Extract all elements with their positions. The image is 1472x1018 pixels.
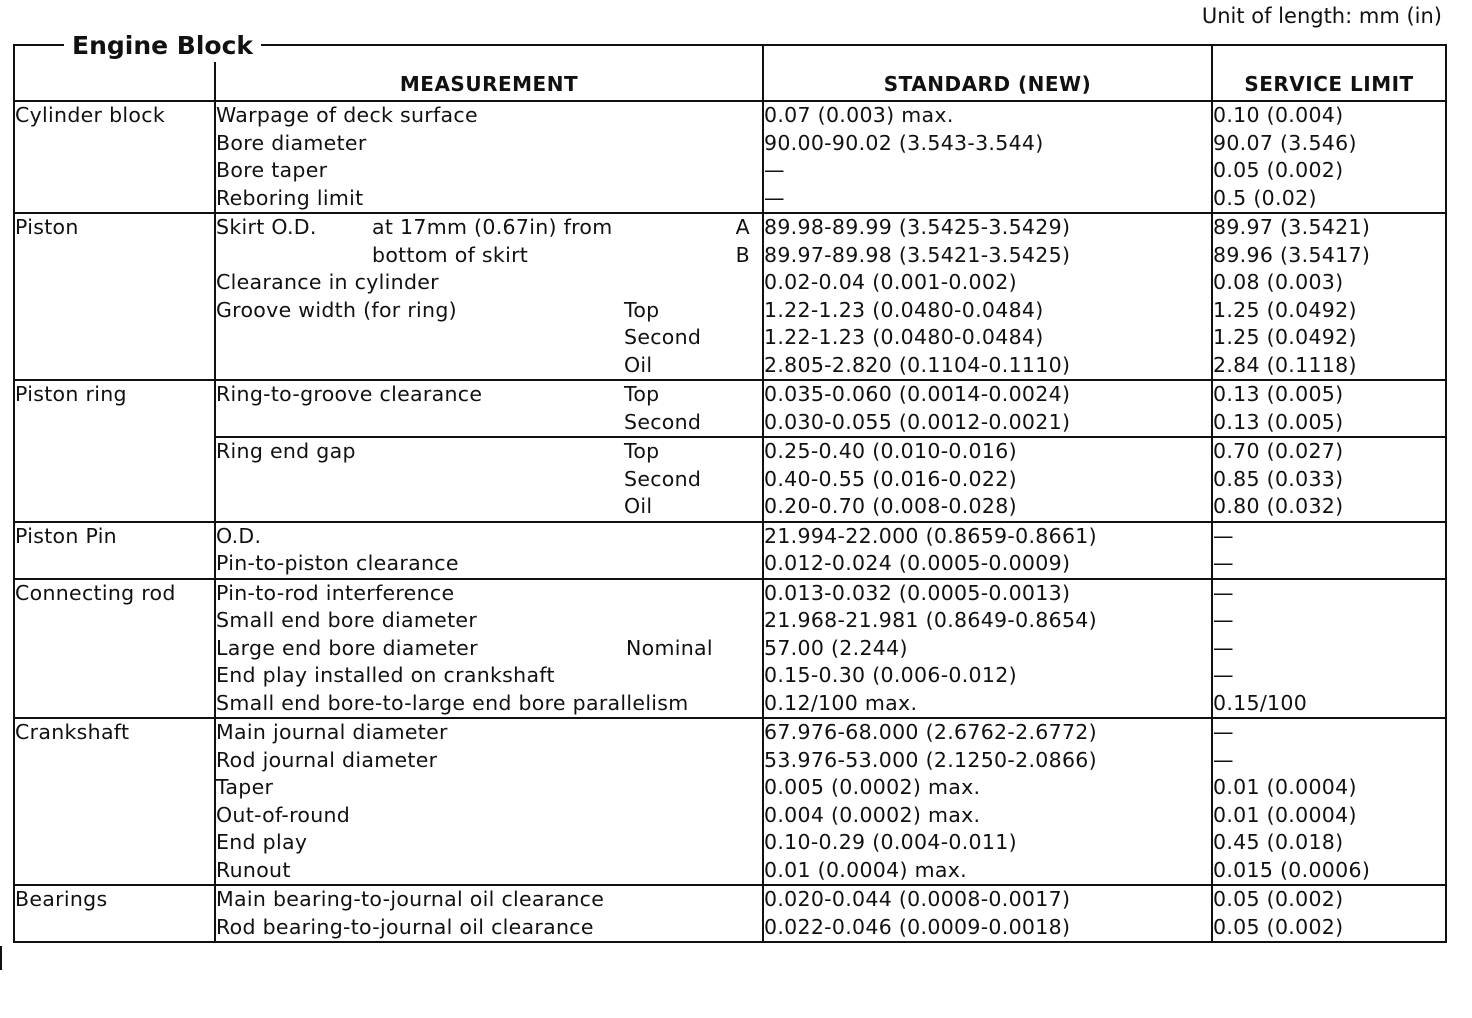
standard-value: 0.020-0.044 (0.0008-0.0017) bbox=[764, 887, 1071, 911]
limit-value: 0.05 (0.002) bbox=[1213, 158, 1344, 182]
skirt-position: at 17mm (0.67in) from bbox=[372, 215, 613, 239]
limit-value: 0.05 (0.002) bbox=[1213, 887, 1344, 911]
standard-cell bbox=[763, 885, 1212, 942]
standard-value: 0.005 (0.0002) max. bbox=[764, 775, 981, 799]
measurement-label: Ring end gap Top bbox=[216, 438, 762, 466]
limit-cell bbox=[1212, 213, 1446, 380]
margin-mark bbox=[0, 946, 2, 970]
standard-value: 89.97-89.98 (3.5421-3.5425) bbox=[764, 242, 1071, 267]
ring-position: Second bbox=[624, 409, 702, 434]
skirt-position: bottom of skirt bbox=[372, 242, 529, 267]
standard-value: 0.40-0.55 (0.016-0.022) bbox=[764, 466, 1017, 491]
standard-cell bbox=[763, 101, 1212, 213]
standard-cell bbox=[763, 718, 1212, 885]
standard-value: 0.20-0.70 (0.008-0.028) bbox=[764, 494, 1017, 518]
measurement-cell bbox=[215, 885, 763, 942]
ring-position: Top bbox=[624, 382, 660, 406]
component-connecting-rod: Connecting rod bbox=[14, 579, 215, 719]
measurement-cell bbox=[215, 213, 763, 380]
header-measurement: MEASUREMENT bbox=[215, 45, 763, 101]
limit-cell bbox=[1212, 101, 1446, 213]
limit-value: 0.15/100 bbox=[1213, 690, 1308, 715]
limit-value: — bbox=[1213, 747, 1234, 772]
measurement-label bbox=[216, 242, 762, 270]
component-bearings: Bearings bbox=[14, 885, 215, 942]
row-piston bbox=[14, 213, 1446, 380]
measurement-cell bbox=[215, 437, 763, 522]
point-a: A bbox=[735, 215, 750, 239]
standard-value: 0.004 (0.0002) max. bbox=[764, 802, 981, 827]
standard-cell bbox=[763, 437, 1212, 522]
limit-value: 0.10 (0.004) bbox=[1213, 103, 1344, 127]
unit-note: Unit of length: mm (in) bbox=[1201, 4, 1442, 28]
standard-value: — bbox=[764, 158, 785, 182]
component-crankshaft: Crankshaft bbox=[14, 718, 215, 885]
measurement-label: Small end bore diameter bbox=[216, 608, 478, 632]
measurement-label: Runout bbox=[216, 857, 291, 882]
limit-value: 1.25 (0.0492) bbox=[1213, 325, 1357, 349]
limit-value: 0.13 (0.005) bbox=[1213, 382, 1344, 406]
standard-value: 53.976-53.000 (2.1250-2.0866) bbox=[764, 747, 1097, 772]
limit-value: 0.45 (0.018) bbox=[1213, 830, 1344, 854]
measurement-label: Rod journal diameter bbox=[216, 747, 438, 772]
measurement-cell bbox=[215, 718, 763, 885]
standard-cell bbox=[763, 380, 1212, 437]
measurement-label: Reboring limit bbox=[216, 185, 364, 210]
spec-table bbox=[13, 44, 1447, 943]
standard-value: 1.22-1.23 (0.0480-0.0484) bbox=[764, 325, 1044, 349]
standard-value: 90.00-90.02 (3.543-3.544) bbox=[764, 130, 1044, 155]
ring-position: Second bbox=[624, 466, 702, 491]
standard-value: 2.805-2.820 (0.1104-0.1110) bbox=[764, 352, 1071, 377]
measurement-label: Pin-to-rod interference bbox=[216, 580, 455, 605]
ring-position: Top bbox=[624, 297, 660, 322]
ring-position: Second bbox=[624, 325, 702, 349]
standard-value: 0.15-0.30 (0.006-0.012) bbox=[764, 663, 1017, 687]
limit-value: 90.07 (3.546) bbox=[1213, 130, 1357, 155]
measurement-label bbox=[216, 352, 762, 380]
limit-value: 0.05 (0.002) bbox=[1213, 914, 1344, 939]
standard-cell bbox=[763, 522, 1212, 579]
limit-value: 0.08 (0.003) bbox=[1213, 270, 1344, 294]
measurement-label: Groove width (for ring) Top bbox=[216, 297, 762, 325]
limit-value: 2.84 (0.1118) bbox=[1213, 352, 1357, 377]
measurement-label bbox=[216, 493, 762, 521]
standard-value: 0.12/100 max. bbox=[764, 690, 918, 715]
standard-value: 0.25-0.40 (0.010-0.016) bbox=[764, 439, 1017, 463]
measurement-label bbox=[216, 324, 762, 352]
limit-cell bbox=[1212, 718, 1446, 885]
measurement-label: O.D. bbox=[216, 523, 262, 548]
measurement-label: Main journal diameter bbox=[216, 720, 448, 744]
limit-cell bbox=[1212, 437, 1446, 522]
measurement-label: Bore diameter bbox=[216, 130, 367, 155]
row-crankshaft bbox=[14, 718, 1446, 885]
standard-value: — bbox=[764, 185, 785, 210]
measurement-label: Clearance in cylinder bbox=[216, 270, 439, 294]
measurement-label: Out-of-round bbox=[216, 802, 351, 827]
limit-value: 0.80 (0.032) bbox=[1213, 494, 1344, 518]
limit-cell bbox=[1212, 380, 1446, 437]
limit-value: 0.01 (0.0004) bbox=[1213, 775, 1357, 799]
measurement-label: End play installed on crankshaft bbox=[216, 663, 555, 687]
point-b: B bbox=[735, 242, 750, 267]
standard-value: 0.022-0.046 (0.0009-0.0018) bbox=[764, 914, 1071, 939]
measurement-cell bbox=[215, 101, 763, 213]
measurement-label: Rod bearing-to-journal oil clearance bbox=[216, 914, 594, 939]
standard-value: 21.994-22.000 (0.8659-0.8661) bbox=[764, 523, 1097, 548]
header-standard: STANDARD (NEW) bbox=[763, 45, 1212, 101]
limit-value: 0.5 (0.02) bbox=[1213, 185, 1317, 210]
measurement-label: Bore taper bbox=[216, 158, 328, 182]
measurement-label: Pin-to-piston clearance bbox=[216, 551, 459, 575]
limit-value: 89.96 (3.5417) bbox=[1213, 242, 1371, 267]
limit-value: 0.13 (0.005) bbox=[1213, 409, 1344, 434]
measurement-label: Ring-to-groove clearance Top bbox=[216, 381, 762, 409]
limit-value: — bbox=[1213, 580, 1234, 605]
limit-value: 0.85 (0.033) bbox=[1213, 466, 1344, 491]
ring-position: Oil bbox=[624, 494, 653, 518]
component-cylinder-block: Cylinder block bbox=[14, 101, 215, 213]
row-piston-pin bbox=[14, 522, 1446, 579]
limit-value: 89.97 (3.5421) bbox=[1213, 215, 1371, 239]
measurement-cell bbox=[215, 579, 763, 719]
standard-value: 0.012-0.024 (0.0005-0.0009) bbox=[764, 551, 1071, 575]
component-piston-pin: Piston Pin bbox=[14, 522, 215, 579]
standard-cell bbox=[763, 579, 1212, 719]
section-title: Engine Block bbox=[64, 30, 261, 62]
standard-value: 0.01 (0.0004) max. bbox=[764, 857, 967, 882]
limit-cell bbox=[1212, 579, 1446, 719]
measurement-label: Warpage of deck surface bbox=[216, 103, 478, 127]
header-service-limit: SERVICE LIMIT bbox=[1212, 45, 1446, 101]
limit-value: 0.70 (0.027) bbox=[1213, 439, 1344, 463]
standard-value: 0.02-0.04 (0.001-0.002) bbox=[764, 270, 1017, 294]
standard-cell bbox=[763, 213, 1212, 380]
standard-value: 1.22-1.23 (0.0480-0.0484) bbox=[764, 297, 1044, 322]
component-piston: Piston bbox=[14, 213, 215, 380]
measurement-label: Taper bbox=[216, 775, 274, 799]
measurement-label: Large end bore diameter Nominal bbox=[216, 635, 762, 663]
standard-value: 0.035-0.060 (0.0014-0.0024) bbox=[764, 382, 1071, 406]
row-cylinder-block bbox=[14, 101, 1446, 213]
measurement-label: Small end bore-to-large end bore parallelism bbox=[216, 690, 689, 715]
standard-value: 0.07 (0.003) max. bbox=[764, 103, 954, 127]
standard-value: 89.98-89.99 (3.5425-3.5429) bbox=[764, 215, 1071, 239]
measurement-label bbox=[216, 466, 762, 494]
standard-value: 0.10-0.29 (0.004-0.011) bbox=[764, 830, 1017, 854]
measurement-cell bbox=[215, 380, 763, 437]
measurement-cell bbox=[215, 522, 763, 579]
row-piston-ring-gap bbox=[14, 437, 1446, 522]
nominal-label: Nominal bbox=[626, 635, 713, 660]
limit-value: — bbox=[1213, 551, 1234, 575]
standard-value: 0.013-0.032 (0.0005-0.0013) bbox=[764, 580, 1071, 605]
standard-value: 0.030-0.055 (0.0012-0.0021) bbox=[764, 409, 1071, 434]
limit-value: — bbox=[1213, 523, 1234, 548]
limit-value: — bbox=[1213, 608, 1234, 632]
row-piston-ring-groove bbox=[14, 380, 1446, 437]
measurement-label: Main bearing-to-journal oil clearance bbox=[216, 887, 605, 911]
row-connecting-rod bbox=[14, 579, 1446, 719]
limit-value: — bbox=[1213, 635, 1234, 660]
limit-value: — bbox=[1213, 720, 1234, 744]
limit-value: 0.01 (0.0004) bbox=[1213, 802, 1357, 827]
measurement-label bbox=[216, 409, 762, 437]
standard-value: 21.968-21.981 (0.8649-0.8654) bbox=[764, 608, 1097, 632]
row-bearings bbox=[14, 885, 1446, 942]
measurement-label: Skirt O.D. at 17mm (0.67in) from A bbox=[216, 214, 762, 242]
standard-value: 67.976-68.000 (2.6762-2.6772) bbox=[764, 720, 1097, 744]
limit-value: — bbox=[1213, 663, 1234, 687]
limit-value: 0.015 (0.0006) bbox=[1213, 857, 1371, 882]
component-piston-ring: Piston ring bbox=[14, 380, 215, 522]
ring-position: Oil bbox=[624, 352, 653, 377]
measurement-label: End play bbox=[216, 830, 308, 854]
ring-position: Top bbox=[624, 439, 660, 463]
limit-cell bbox=[1212, 522, 1446, 579]
standard-value: 57.00 (2.244) bbox=[764, 635, 908, 660]
limit-cell bbox=[1212, 885, 1446, 942]
limit-value: 1.25 (0.0492) bbox=[1213, 297, 1357, 322]
